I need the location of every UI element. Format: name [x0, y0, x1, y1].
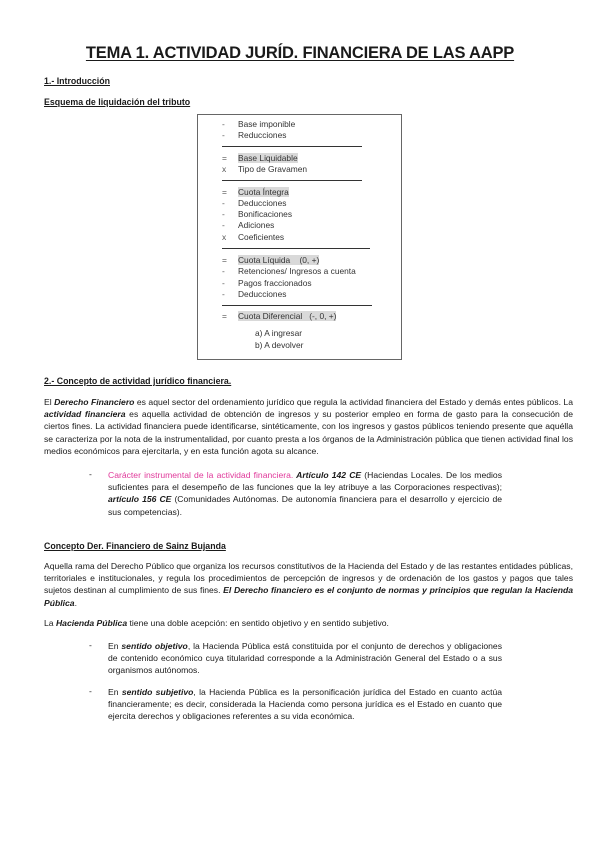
- scheme-divider: [222, 305, 372, 306]
- scheme-row: = Cuota Íntegra: [222, 187, 289, 197]
- scheme-row: - Adiciones: [222, 220, 275, 230]
- bullet-sentido-objetivo: En sentido objetivo, la Hacienda Pública está constituida por el conjunto de derechos y obligaciones de contenido económico cuya titularidad corresponde a la Administración General del Estado o a sus organismos autónomos.: [108, 641, 503, 676]
- scheme-row: = Base Liquidable: [222, 153, 298, 163]
- section-heading-introduccion: 1.- Introducción: [44, 76, 110, 86]
- scheme-row: x Coeficientes: [222, 232, 285, 242]
- scheme-divider: [222, 146, 362, 147]
- paragraph-sainz-bujanda: Aquella rama del Derecho Público que organiza los recursos constitutivos de la Hacienda del Estado y de las restantes entidades públicas, territoriales e institucionales, y regula los procedimientos de percepción de ingresos y de ordenación de los gastos y pagos que tales sujetos destinan al cumplimiento de sus fines. El Derecho financiero es el conjunto de normas y principios que regulan la Hacienda Pública.: [44, 561, 573, 608]
- scheme-row: x Tipo de Gravamen: [222, 164, 308, 174]
- bullet-dash: -: [89, 640, 92, 650]
- scheme-divider: [222, 248, 370, 249]
- scheme-divider: [222, 180, 362, 181]
- scheme-row: - Bonificaciones: [222, 209, 293, 219]
- bullet-caracter-instrumental: Carácter instrumental de la actividad financiera. Artículo 142 CE (Haciendas Locales. De los medios suficientes para el desempeño de las funciones que la ley atribuye a las Corporaciones respectivas); artículo 156 CE (Comunidades Autónomas. De autonomía financiera para el desarrollo y ejercicio de sus competencias).: [108, 470, 503, 517]
- document-title: TEMA 1. ACTIVIDAD JURÍD. FINANCIERA DE LAS AAPP: [85, 44, 515, 62]
- scheme-row: - Reducciones: [222, 130, 287, 140]
- subheading-esquema: Esquema de liquidación del tributo: [44, 97, 191, 107]
- section-heading-sainz-bujanda: Concepto Der. Financiero de Sainz Bujanda: [44, 541, 226, 551]
- scheme-row: - Retenciones/ Ingresos a cuenta: [222, 266, 356, 276]
- scheme-row: - Base imponible: [222, 119, 296, 129]
- scheme-row: - Deducciones: [222, 198, 287, 208]
- scheme-result-a: a) A ingresar: [255, 328, 303, 338]
- section-heading-concepto: 2.- Concepto de actividad jurídico financiera.: [44, 376, 232, 386]
- bullet-dash: -: [89, 469, 92, 479]
- scheme-row: - Pagos fraccionados: [222, 278, 312, 288]
- paragraph-derecho-financiero: El Derecho Financiero es aquel sector del ordenamiento jurídico que regula la actividad financiera del Estado y demás entes públicos. La actividad financiera es aquella actividad de obtención de ingresos y su posterior empleo en forma de gasto para la consecución de ciertos fines. La actividad financiera puede identificarse, sintéticamente, con los ingresos y gastos públicos teniendo presente que aquélla se caracteriza por la nota de la instrumentalidad, por cuanto presta a los órganos de la Administración pública que tienen actividad final los medios económicos para ejercitarla, y en esta función agota su alcance.: [44, 397, 573, 456]
- scheme-result-b: b) A devolver: [255, 340, 304, 350]
- bullet-sentido-subjetivo: En sentido subjetivo, la Hacienda Pública es la personificación jurídica del Estado en cuanto actúa financieramente; es decir, considerada la Hacienda como persona jurídica es el Estado en cuanto que ejercita derechos y obligaciones referentes a su vida económica.: [108, 687, 503, 722]
- scheme-row: - Deducciones: [222, 289, 287, 299]
- paragraph-hacienda-publica: La Hacienda Pública tiene una doble acepción: en sentido objetivo y en sentido subjetivo.: [44, 618, 389, 628]
- scheme-row: = Cuota Líquida (0, +): [222, 255, 320, 265]
- bullet-dash: -: [89, 686, 92, 696]
- scheme-row: = Cuota Diferencial (-, 0, +): [222, 311, 337, 321]
